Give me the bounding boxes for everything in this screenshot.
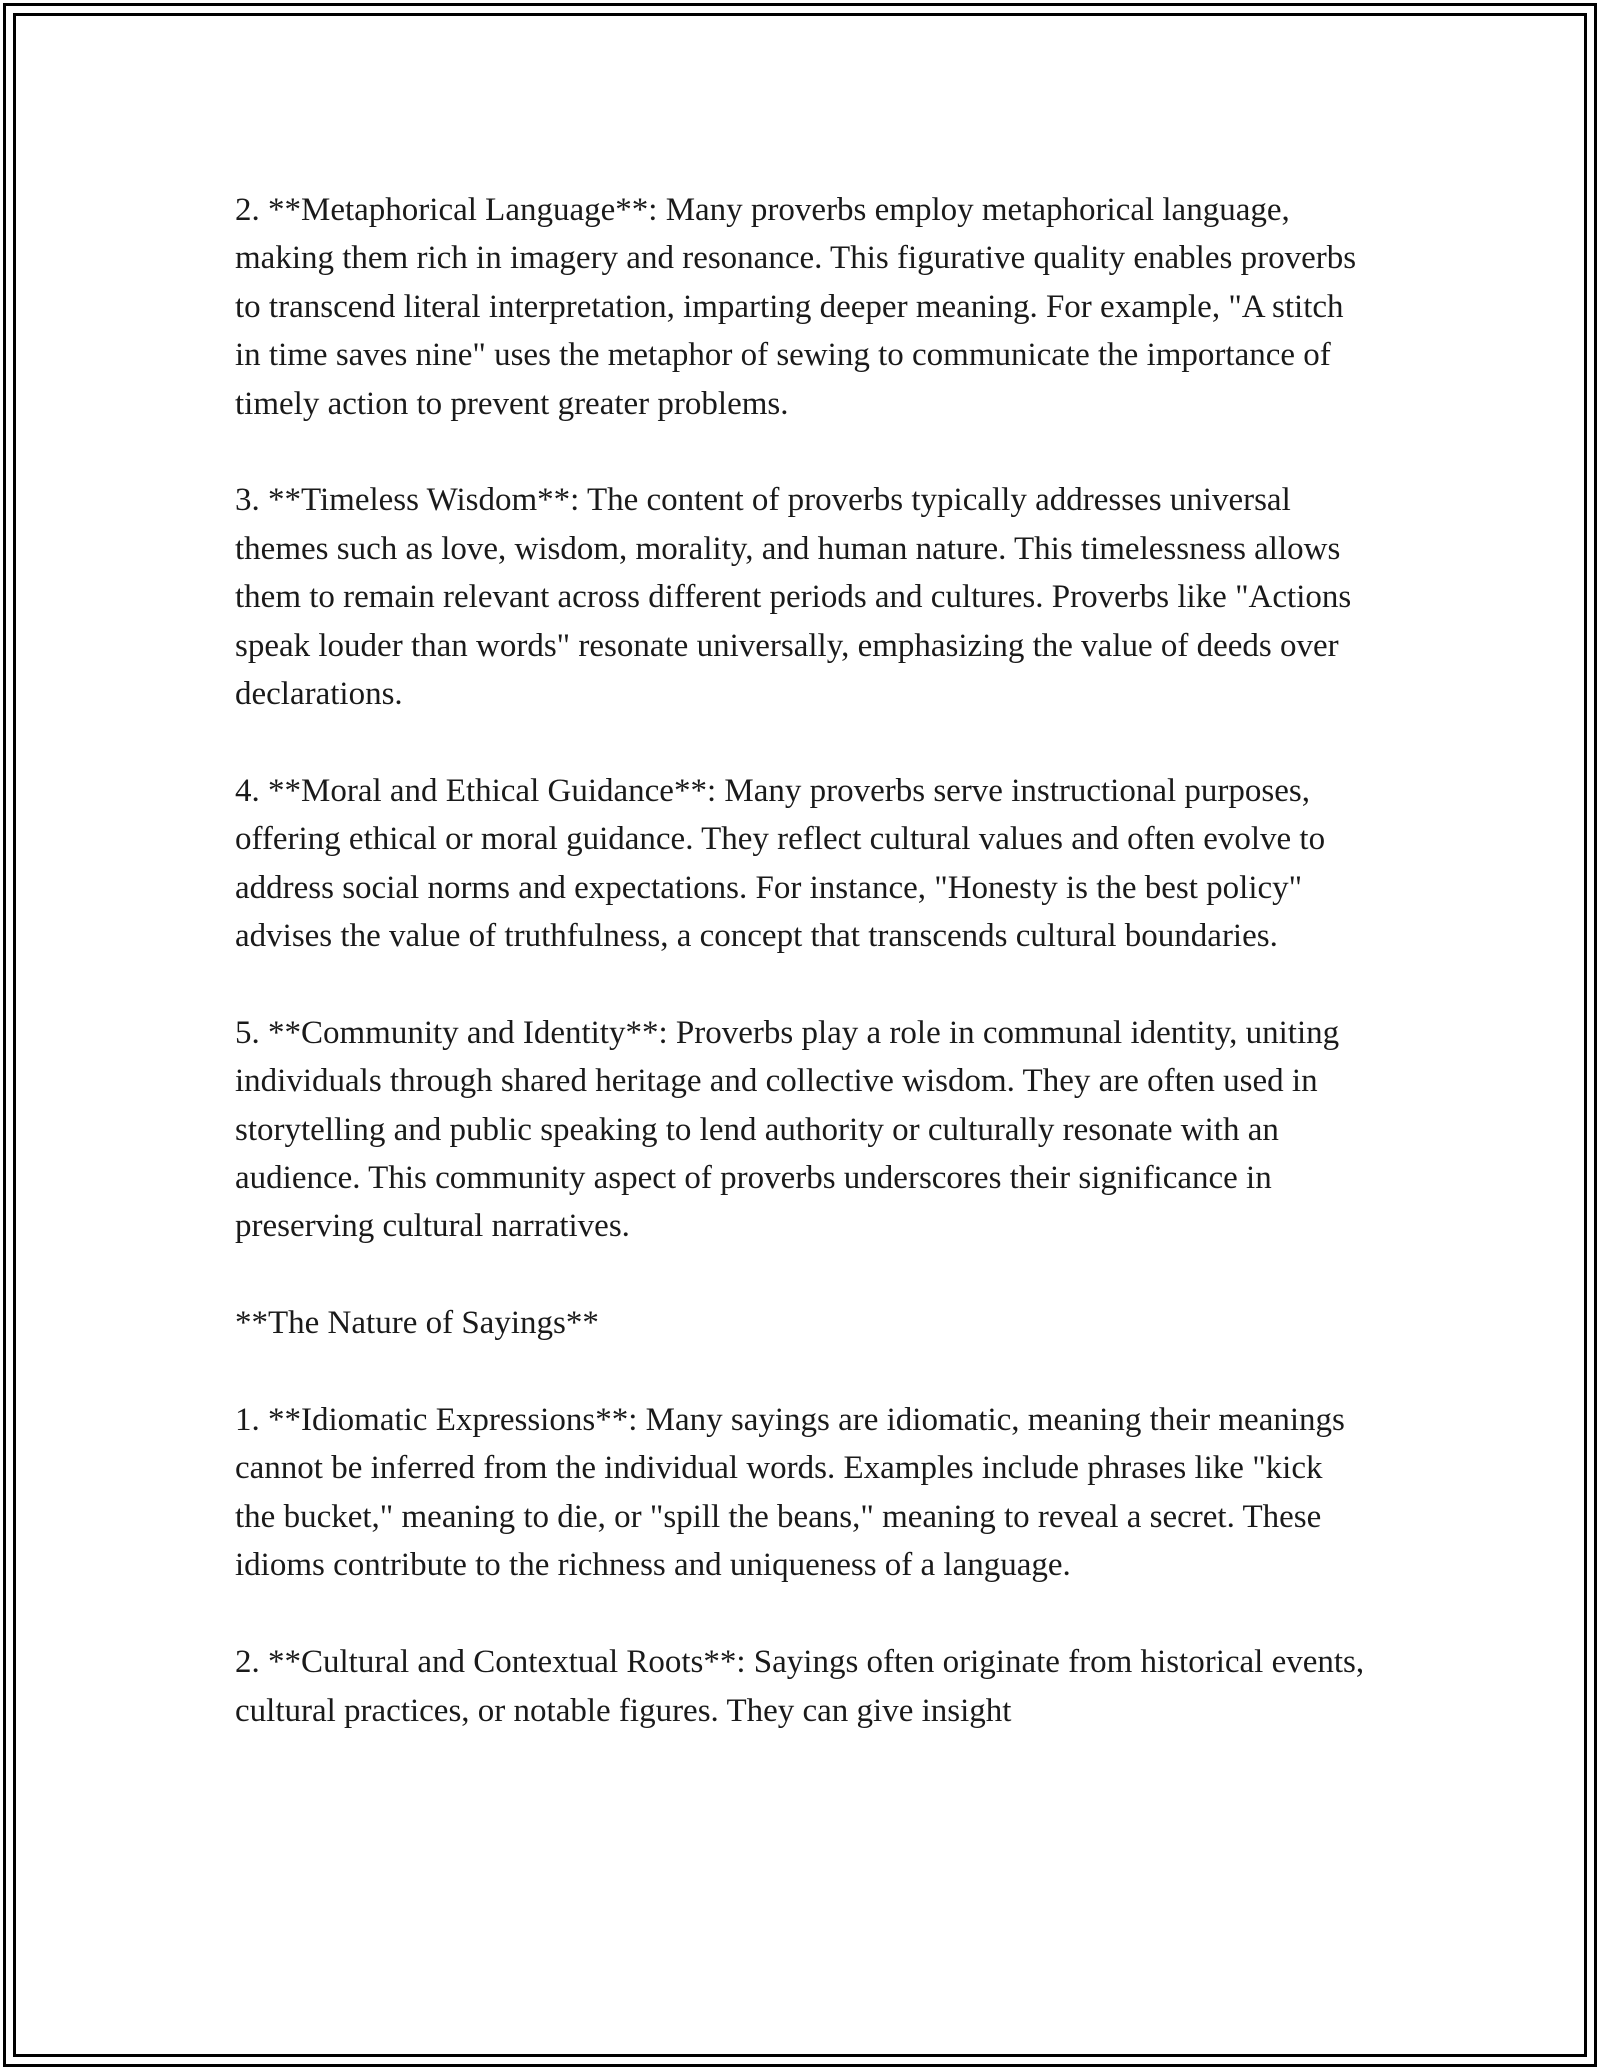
paragraph-idiomatic-expressions: 1. **Idiomatic Expressions**: Many sayings are idiomatic, meaning their meanings cannot be inferred from the individual words. Examples include phrases like "kick the bucket," meaning to die, or "spill the beans," meaning to reveal a secret. These idioms contribute to the richness and uniqueness of a language. <box>235 1402 1345 1584</box>
paragraph-timeless-wisdom: 3. **Timeless Wisdom**: The content of proverbs typically addresses universal themes such as love, wisdom, morality, and human nature. This timelessness allows them to remain relevant across different periods and cultures. Proverbs like "Actions speak louder than words" resonate universally, emphasizing the value of deeds over declarations. <box>235 482 1352 713</box>
paragraph-community-identity: 5. **Community and Identity**: Proverbs play a role in communal identity, uniting individuals through shared heritage and collective wisdom. They are often used in storytelling and public speaking to lend authority or culturally resonate with an audience. This community aspect of proverbs underscores their significance in preserving cultural narratives. <box>235 1014 1340 1245</box>
section-heading-nature-of-sayings: **The Nature of Sayings** <box>235 1305 599 1342</box>
paragraph-metaphorical-language: 2. **Metaphorical Language**: Many proverbs employ metaphorical language, making them rich in imagery and resonance. This figurative quality enables proverbs to transcend literal interpretation, imparting deeper meaning. For example, "A stitch in time saves nine" uses the metaphor of sewing to communicate the importance of timely action to prevent greater problems. <box>235 192 1357 422</box>
document-body <box>235 186 1365 1783</box>
paragraph-moral-ethical-guidance: 4. **Moral and Ethical Guidance**: Many proverbs serve instructional purposes, offering ethical or moral guidance. They reflect cultural values and often evolve to address social norms and expectations. For instance, "Honesty is the best policy" advises the value of truthfulness, a concept that transcends cultural boundaries. <box>235 772 1326 955</box>
paragraph-cultural-contextual-roots: 2. **Cultural and Contextual Roots**: Sayings often originate from historical events, cultural practices, or notable figures. They can give insight <box>235 1644 1365 1729</box>
